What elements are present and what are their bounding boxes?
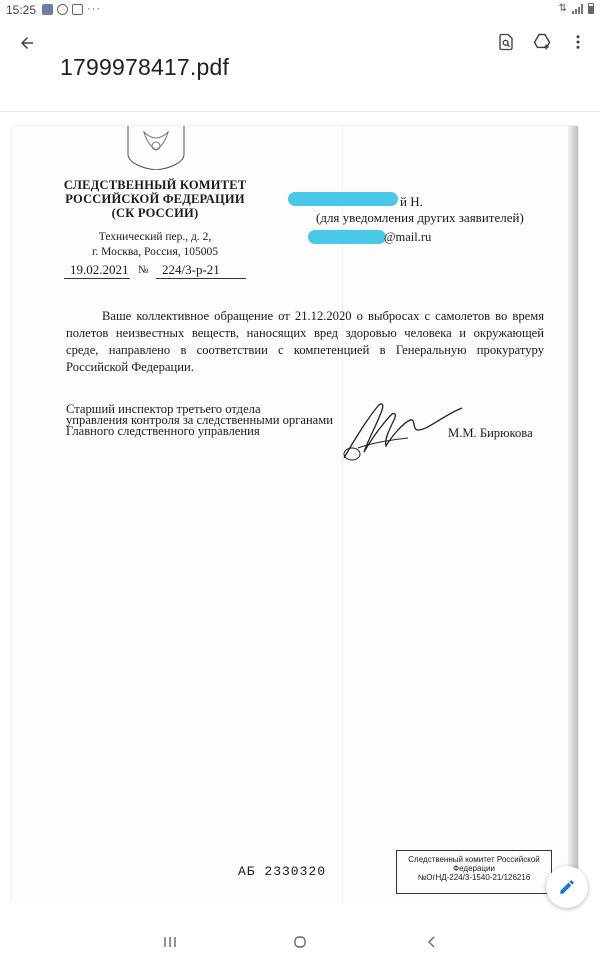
add-to-drive-icon bbox=[532, 32, 552, 52]
home-icon bbox=[292, 934, 308, 950]
letter-body: Ваше коллективное обращение от 21.12.2020 о выбросах с самолетов во время полетов неизвестных веществ, наносящих вред здоровью человека и окружающей среде, направлено в соответствии с компетенцией в Генеральную прокуратуру Российской Федерации. bbox=[66, 309, 544, 374]
top-actions bbox=[494, 30, 590, 54]
signal-icon bbox=[572, 4, 583, 14]
pdf-page bbox=[12, 126, 578, 902]
recipient-email: @mail.ru bbox=[384, 230, 432, 244]
organization-address: Технический пер., д. 2, г. Москва, Россия, 105005 bbox=[91, 231, 219, 258]
notification-avatar-icon bbox=[42, 4, 53, 15]
redaction-mark bbox=[308, 230, 386, 244]
recipient-note: (для уведомления других заявителей) bbox=[316, 210, 524, 225]
recent-apps-button[interactable] bbox=[158, 930, 182, 954]
search-in-document-button[interactable] bbox=[494, 30, 518, 54]
back-button[interactable] bbox=[14, 30, 40, 56]
system-navigation-bar bbox=[0, 920, 600, 960]
battery-icon bbox=[588, 3, 594, 14]
notification-icons bbox=[42, 3, 101, 15]
back-nav-button[interactable] bbox=[420, 930, 444, 954]
letter-date: 19.02.2021 bbox=[64, 262, 130, 279]
whatsapp-icon bbox=[57, 4, 68, 15]
date-number-row bbox=[64, 258, 254, 280]
more-notifications-icon: ··· bbox=[87, 3, 101, 15]
status-time: 15:25 bbox=[6, 3, 37, 17]
recipient-name: й Н. bbox=[400, 194, 423, 209]
more-vert-icon bbox=[569, 33, 587, 51]
more-options-button[interactable] bbox=[566, 30, 590, 54]
search-in-document-icon bbox=[497, 33, 515, 51]
pdf-viewer[interactable] bbox=[0, 112, 600, 902]
serial-number: АБ 2330320 bbox=[238, 864, 327, 879]
edit-button[interactable] bbox=[546, 866, 588, 908]
back-arrow-icon bbox=[18, 34, 36, 52]
system-icons bbox=[559, 3, 594, 14]
number-label: № bbox=[138, 264, 149, 276]
edit-pencil-icon bbox=[558, 878, 576, 896]
data-arrows-icon: ⇅ bbox=[558, 3, 567, 14]
redaction-mark bbox=[288, 192, 398, 206]
coat-of-arms-icon bbox=[124, 126, 188, 170]
add-to-drive-button[interactable] bbox=[530, 30, 554, 54]
gallery-icon bbox=[72, 4, 83, 15]
back-nav-icon bbox=[424, 934, 440, 950]
status-bar bbox=[0, 0, 600, 20]
signer-title: Старший инспектор третьего отдела управления контроля за следственными органами Главного следственного управления bbox=[66, 402, 333, 438]
file-name: 1799978417.pdf bbox=[60, 54, 230, 80]
registration-stamp: Следственный комитет Российской Федерации №ОгНД-224/3-1540-21/126216 bbox=[396, 850, 552, 894]
app-bar bbox=[0, 20, 600, 112]
recent-apps-icon bbox=[162, 934, 178, 950]
page-edge-shadow bbox=[568, 126, 578, 902]
registration-number: 224/3-р-21 bbox=[156, 262, 246, 279]
organization-name: СЛЕДСТВЕННЫЙ КОМИТЕТ РОССИЙСКОЙ ФЕДЕРАЦИИ (СК РОССИИ) bbox=[63, 178, 247, 220]
signer-name: М.М. Бирюкова bbox=[448, 426, 533, 440]
home-button[interactable] bbox=[288, 930, 312, 954]
